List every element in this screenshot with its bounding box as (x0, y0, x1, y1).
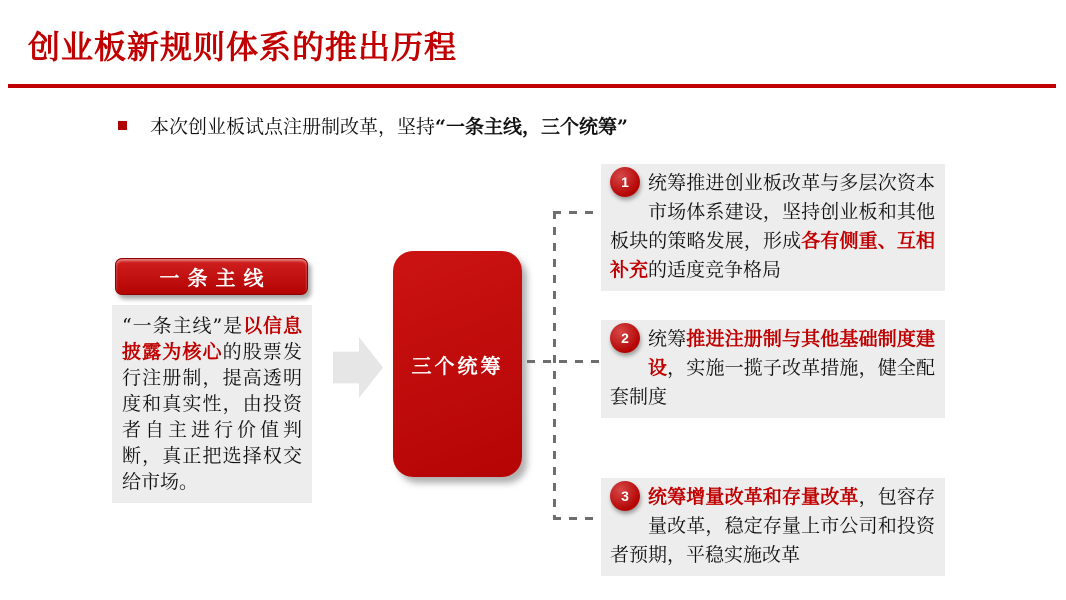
item-2-number-badge: 2 (610, 323, 640, 353)
main-line-header-box (115, 258, 308, 295)
item-2-text-highlight: 推进注册制与其他基础制度建设 (648, 328, 935, 379)
three-coordinations-box (393, 251, 522, 477)
bullet-square-icon (118, 121, 127, 130)
page-title: 创业板新规则体系的推出历程 (28, 29, 458, 65)
item-3-text-suffix: ，包容存量改革，稳定存量上市公司和投资者预期，平稳实施改革 (610, 486, 935, 566)
main-line-header-label: 一条主线 (159, 266, 272, 290)
item-3-text-highlight: 统筹增量改革和存量改革 (648, 486, 859, 508)
item-1-number-badge: 1 (610, 167, 640, 197)
title-divider (8, 84, 1056, 88)
main-line-text-highlight: 以信息披露为核心 (122, 315, 302, 363)
item-1-text-suffix: 的适度竞争格局 (648, 259, 782, 281)
item-1-text-highlight: 各有侧重、互相补充 (610, 230, 935, 281)
intro-bullet-emphasis: “一条主线，三个统筹” (435, 116, 628, 138)
main-line-description-box (112, 305, 312, 503)
main-line-text-suffix: 的股票发行注册制，提高透明度和真实性，由投资者自主进行价值判断，真正把选择权交给市场。 (122, 341, 302, 493)
coordination-item-1 (601, 164, 945, 291)
intro-bullet-text (150, 112, 628, 139)
connector-middle (527, 360, 599, 363)
item-1-text-prefix: 统筹推进创业板改革与多层次资本市场体系建设，坚持创业板和其他板块的策略发展，形成 (610, 172, 935, 252)
item-2-text-prefix: 统筹 (648, 328, 687, 350)
connector-vertical (553, 211, 556, 520)
intro-bullet-prefix: 本次创业板试点注册制改革，坚持 (150, 116, 436, 138)
right-arrow-icon (333, 337, 383, 398)
connector-top (553, 211, 599, 214)
three-coordinations-label: 三个统筹 (411, 353, 504, 378)
intro-bullet (118, 112, 628, 139)
item-2-text-suffix: ，实施一揽子改革措施，健全配套制度 (610, 357, 935, 408)
main-line-text-prefix: “一条主线”是 (122, 315, 244, 337)
connector-bottom (553, 517, 599, 520)
coordination-item-2 (601, 320, 945, 418)
item-3-number-badge: 3 (610, 481, 640, 511)
coordination-item-3 (601, 478, 945, 576)
